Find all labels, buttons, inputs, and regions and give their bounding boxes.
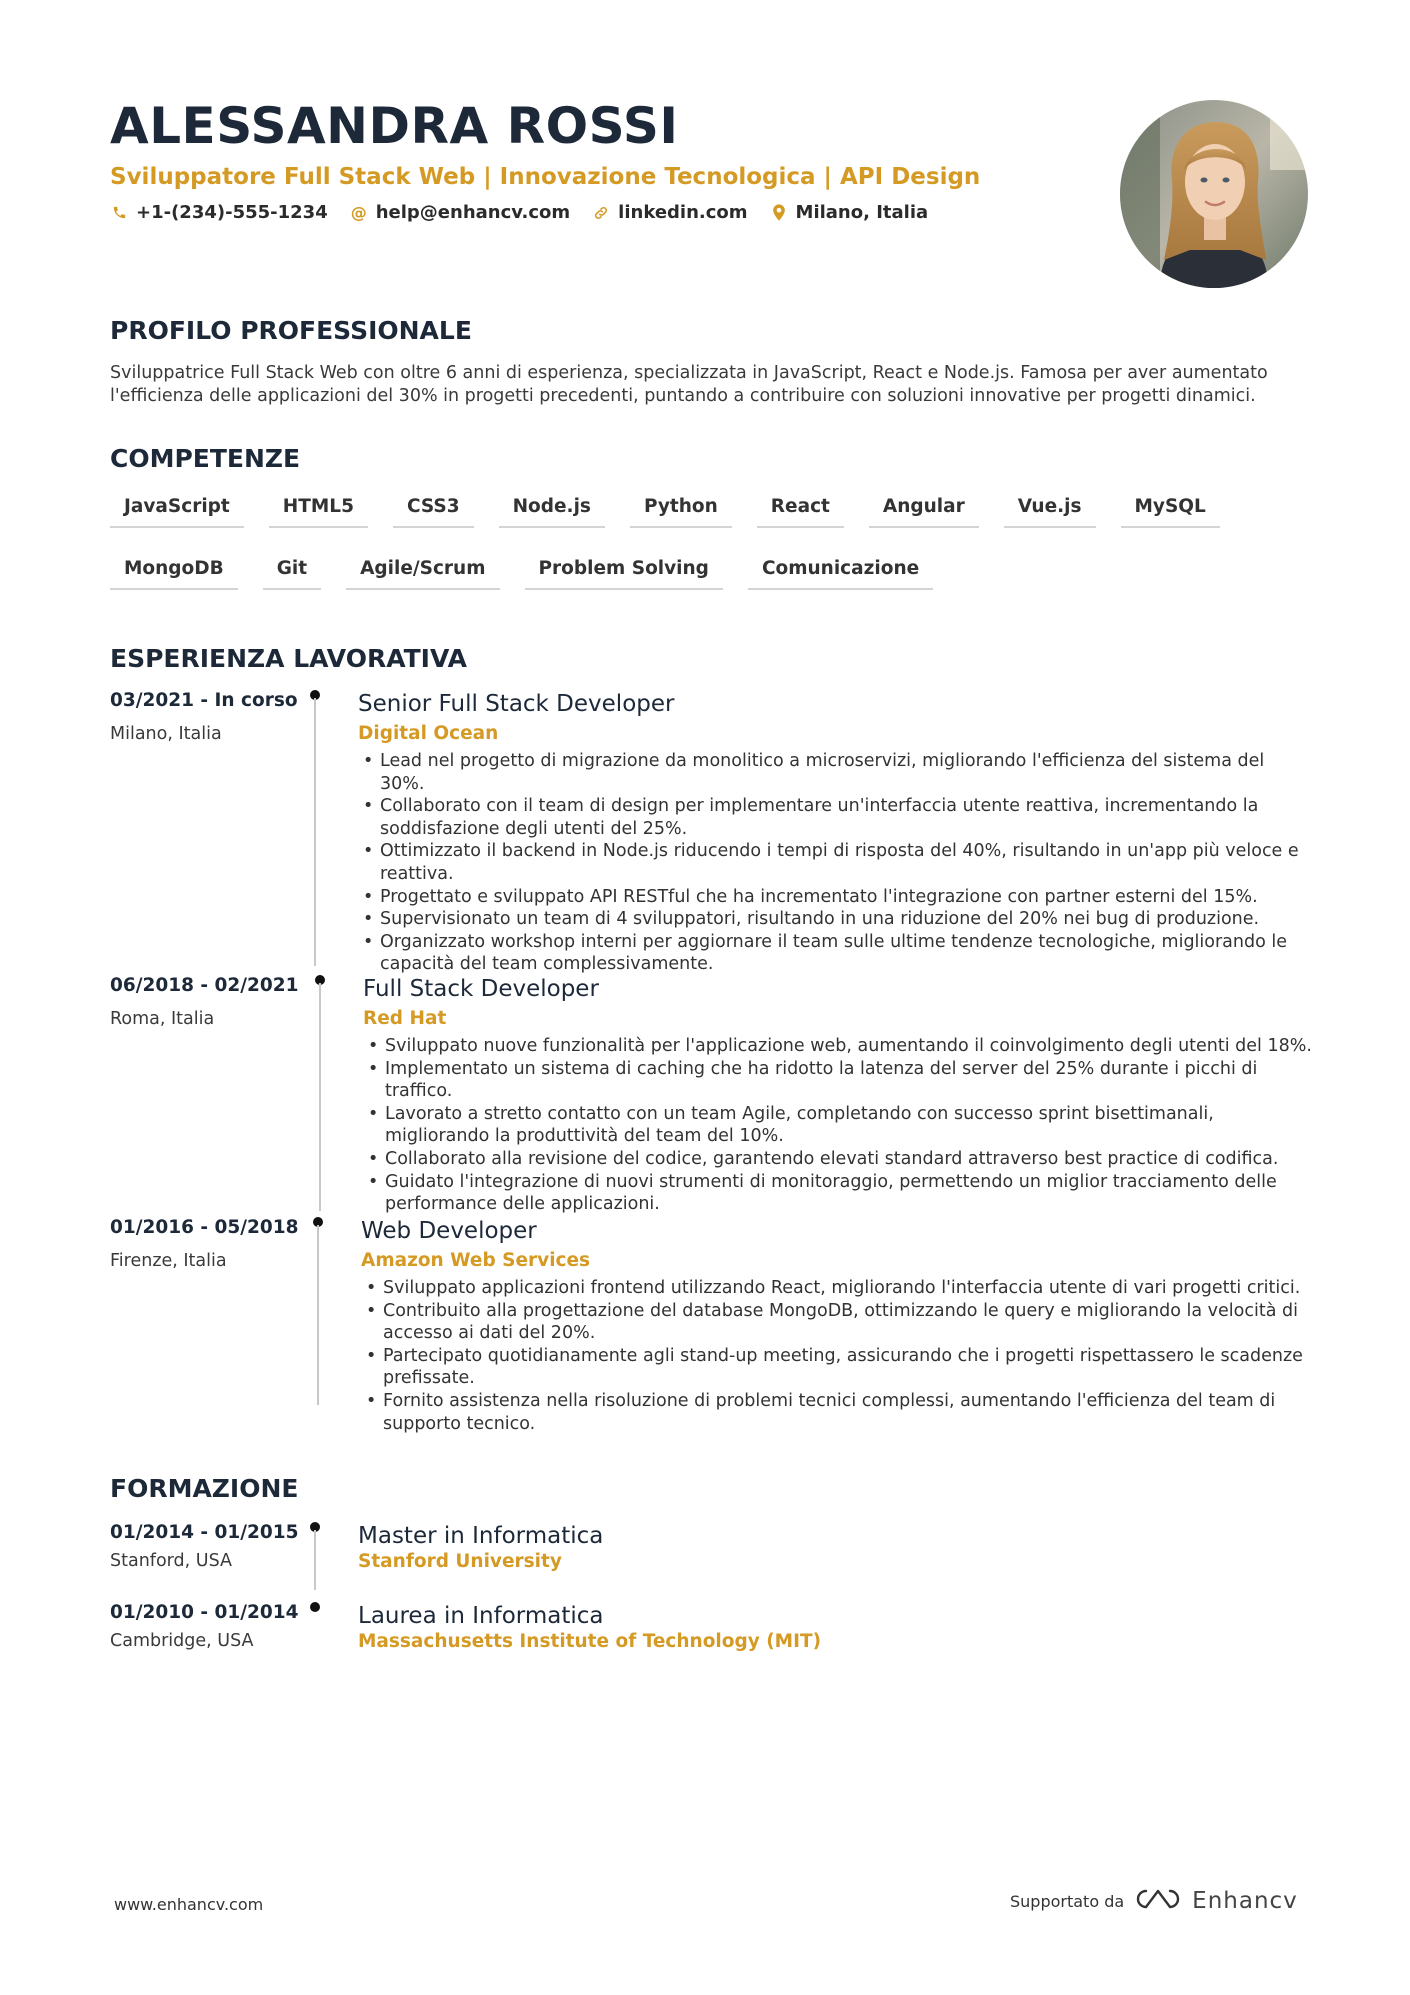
at-icon: @	[350, 203, 367, 222]
bullet-item: • Partecipato quotidianamente agli stand-up meeting, assicurando che i progetti rispettassero le scadenze prefissate.	[361, 1345, 1311, 1390]
skill-tag: Comunicazione	[748, 552, 933, 590]
contact-row	[110, 202, 1090, 223]
profile-summary: Sviluppatrice Full Stack Web con oltre 6 anni di esperienza, specializzata in JavaScript, React e Node.js. Famosa per aver aumentato l'efficienza delle applicazioni del 30% in progetti precedenti, puntando a contribuire con soluzioni innovative per progetti dinamici.	[110, 363, 1268, 406]
experience-location: Firenze, Italia	[110, 1251, 227, 1271]
skill-tag: MongoDB	[110, 552, 238, 590]
bullet-item: • Progettato e sviluppato API RESTful che ha incrementato l'integrazione con partner esterni del 15%.	[358, 886, 1308, 909]
resume-header	[110, 96, 1090, 223]
skill-tag: CSS3	[393, 490, 474, 528]
skill-tag: Python	[630, 490, 732, 528]
skill-tag: Agile/Scrum	[346, 552, 499, 590]
education-location: Cambridge, USA	[110, 1631, 254, 1651]
footer-website[interactable]: www.enhancv.com	[114, 1895, 264, 1914]
timeline-line	[317, 1225, 319, 1405]
contact-email-text: help@enhancv.com	[375, 202, 571, 223]
experience-role: Web Developer	[361, 1218, 537, 1244]
bullet-item: • Ottimizzato il backend in Node.js riducendo i tempi di risposta del 40%, risultando in un'app più veloce e reattiva.	[358, 840, 1308, 885]
contact-location	[770, 202, 929, 223]
experience-entry	[110, 1217, 1310, 1434]
section-title-profile: PROFILO PROFESSIONALE	[110, 316, 472, 345]
skill-tag: Node.js	[499, 490, 605, 528]
candidate-tagline: Sviluppatore Full Stack Web | Innovazione Tecnologica | API Design	[110, 164, 981, 190]
education-date: 01/2010 - 01/2014	[110, 1602, 299, 1623]
skill-tag: MySQL	[1121, 490, 1220, 528]
timeline-dot	[310, 1602, 320, 1612]
experience-location: Roma, Italia	[110, 1009, 215, 1029]
education-location: Stanford, USA	[110, 1551, 232, 1571]
experience-bullets	[358, 750, 1308, 976]
bullet-item: • Lead nel progetto di migrazione da monolitico a microservizi, migliorando l'efficienza del sistema del 30%.	[358, 750, 1308, 795]
education-entry	[110, 1522, 1310, 1592]
skill-tag: React	[757, 490, 844, 528]
skills-list	[110, 490, 1310, 590]
bullet-item: • Lavorato a stretto contatto con un team Agile, completando con successo sprint bisettimanali, migliorando la produttività del team del 10%.	[363, 1103, 1313, 1148]
bullet-item: • Contribuito alla progettazione del database MongoDB, ottimizzando le query e migliorando la velocità di accesso ai dati del 20%.	[361, 1300, 1311, 1345]
experience-bullets	[361, 1277, 1311, 1435]
education-degree: Laurea in Informatica	[358, 1603, 604, 1629]
skill-tag: JavaScript	[110, 490, 244, 528]
skill-tag: Problem Solving	[525, 552, 723, 590]
bullet-item: • Implementato un sistema di caching che ha ridotto la latenza del server del 25% durante i picchi di traffico.	[363, 1058, 1313, 1103]
bullet-item: • Collaborato con il team di design per implementare un'interfaccia utente reattiva, incrementando la soddisfazione degli utenti del 25%.	[358, 795, 1308, 840]
powered-by-label: Supportato da	[1010, 1891, 1125, 1911]
bullet-item: • Supervisionato un team di 4 sviluppatori, risultando in una riduzione del 20% nei bug di produzione.	[358, 908, 1308, 931]
bullet-item: • Collaborato alla revisione del codice, garantendo elevati standard attraverso best practice di codifica.	[363, 1148, 1313, 1171]
location-pin-icon	[770, 204, 788, 221]
bullet-item: • Organizzato workshop interni per aggiornare il team sulle ultime tendenze tecnologiche, migliorando le capacità del team complessivamente.	[358, 931, 1308, 976]
experience-location: Milano, Italia	[110, 724, 222, 744]
skill-tag: Vue.js	[1004, 490, 1096, 528]
bullet-item: • Sviluppato applicazioni frontend utilizzando React, migliorando l'interfaccia utente di vari progetti critici.	[361, 1277, 1311, 1300]
education-degree: Master in Informatica	[358, 1523, 604, 1549]
timeline-line	[314, 698, 316, 966]
link-icon	[592, 205, 610, 221]
experience-bullets	[363, 1035, 1313, 1216]
brand-name: Enhancv	[1192, 1888, 1298, 1914]
experience-date: 06/2018 - 02/2021	[110, 975, 299, 996]
section-title-education: FORMAZIONE	[110, 1474, 299, 1503]
contact-phone[interactable]	[110, 202, 328, 223]
contact-phone-text: +1-(234)-555-1234	[136, 202, 328, 223]
experience-company: Red Hat	[363, 1008, 447, 1029]
bullet-item: • Sviluppato nuove funzionalità per l'applicazione web, aumentando il coinvolgimento degli utenti del 18%.	[363, 1035, 1313, 1058]
skill-tag: Angular	[869, 490, 979, 528]
experience-date: 01/2016 - 05/2018	[110, 1217, 299, 1238]
experience-company: Amazon Web Services	[361, 1250, 591, 1271]
skill-tag: HTML5	[269, 490, 368, 528]
candidate-name: ALESSANDRA ROSSI	[110, 97, 679, 155]
footer-branding[interactable]	[1010, 1886, 1298, 1916]
phone-icon	[110, 205, 128, 220]
experience-role: Full Stack Developer	[363, 976, 599, 1002]
experience-date: 03/2021 - In corso	[110, 690, 298, 711]
experience-entry	[110, 690, 1310, 975]
timeline-line	[314, 1530, 316, 1590]
experience-role: Senior Full Stack Developer	[358, 691, 675, 717]
education-date: 01/2014 - 01/2015	[110, 1522, 299, 1543]
section-title-skills: COMPETENZE	[110, 444, 301, 473]
education-entry	[110, 1602, 1310, 1662]
experience-company: Digital Ocean	[358, 723, 499, 744]
contact-linkedin-text: linkedin.com	[618, 202, 748, 223]
skill-tag: Git	[263, 552, 321, 590]
contact-location-text: Milano, Italia	[795, 202, 929, 223]
profile-photo	[1120, 100, 1308, 288]
education-school: Massachusetts Institute of Technology (MIT)	[358, 1631, 822, 1652]
timeline-line	[319, 983, 321, 1211]
education-school: Stanford University	[358, 1551, 562, 1572]
contact-linkedin[interactable]	[592, 202, 747, 223]
enhancv-logo-icon	[1134, 1886, 1182, 1916]
section-title-experience: ESPERIENZA LAVORATIVA	[110, 644, 467, 673]
bullet-item: • Fornito assistenza nella risoluzione di problemi tecnici complessi, aumentando l'efficienza del team di supporto tecnico.	[361, 1390, 1311, 1435]
contact-email[interactable]	[350, 202, 570, 223]
bullet-item: • Guidato l'integrazione di nuovi strumenti di monitoraggio, permettendo un miglior tracciamento delle performance delle applicazioni.	[363, 1171, 1313, 1216]
experience-entry	[110, 975, 1312, 1215]
